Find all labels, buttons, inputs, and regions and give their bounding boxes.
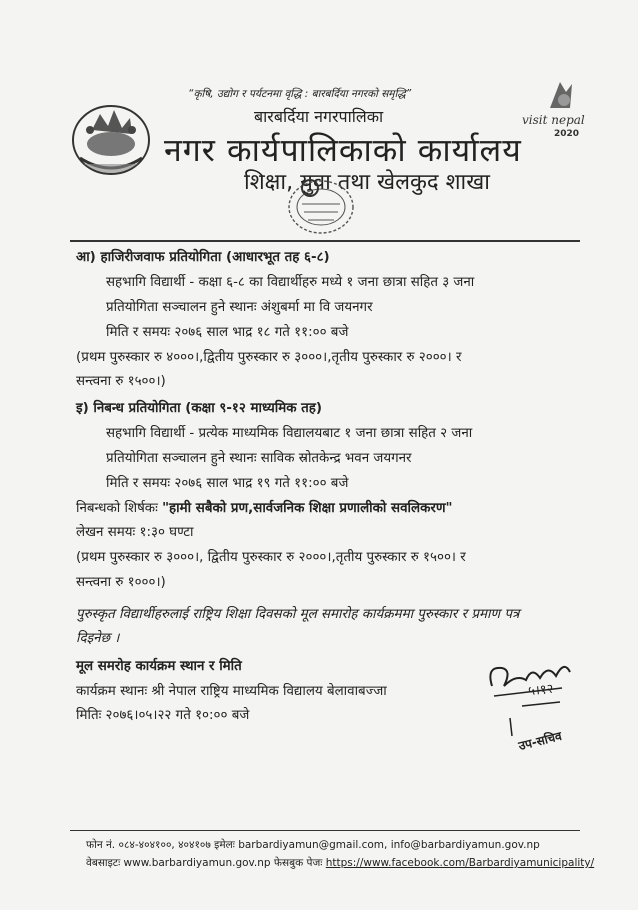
branch-title: शिक्षा, युवा तथा खेलकुद शाखा bbox=[244, 170, 490, 195]
footer-contact: फोन नं. ०८४-४०४१००, ४०४१०७ इमेलः barbardiyamun@gmail.com, info@barbardiyamun.gov.np bbox=[86, 839, 540, 851]
award-note: पुरुस्कृत विद्यार्थीहरुलाई राष्ट्रिय शिक्षा दिवसको मूल समारोह कार्यक्रममा पुरुस्कार र प्रमाण पत्र bbox=[76, 607, 520, 622]
section-b-venue: प्रतियोगिता सञ्चालन हुने स्थानः साविक स्रोतकेन्द्र भवन जयगनर bbox=[106, 451, 412, 466]
footer-divider bbox=[70, 830, 580, 831]
award-note-cont: दिइनेछ । bbox=[76, 631, 120, 646]
nepal-emblem bbox=[70, 100, 152, 178]
motto: “कृषि, उद्योग र पर्यटनमा वृद्धि : बारबर्दिया नगरको समृद्धि” bbox=[188, 88, 412, 100]
visit-nepal-logo bbox=[520, 78, 592, 140]
section-b-datetime: मिति र समयः २०७६ साल भाद्र १९ गते ११:०० बजे bbox=[106, 476, 349, 491]
section-a-participants: सहभागि विद्यार्थी - कक्षा ६-८ का विद्यार्थीहरु मध्ये १ जना छात्रा सहित ३ जना bbox=[106, 275, 475, 290]
signature-date: ५।१२ bbox=[527, 681, 555, 700]
essay-topic-label: निबन्धको शिर्षकः bbox=[76, 501, 158, 516]
office-title: नगर कार्यपालिकाको कार्यालय bbox=[164, 131, 522, 169]
visit-nepal-text: visit nepal bbox=[522, 113, 585, 127]
footer-website: वेबसाइटः www.barbardiyamun.gov.np फेसबुक पेजः bbox=[86, 857, 323, 869]
section-a-prizes: (प्रथम पुरुस्कार रु ४०००।,द्वितीय पुरुस्कार रु ३०००।,तृतीय पुरुस्कार रु २०००। र bbox=[76, 350, 462, 365]
municipality-name: बारबर्दिया नगरपालिका bbox=[254, 107, 384, 126]
office-stamp bbox=[286, 178, 356, 236]
ceremony-heading: मूल समरोह कार्यक्रम स्थान र मिति bbox=[76, 659, 242, 674]
header-divider bbox=[70, 240, 580, 242]
section-a-venue: प्रतियोगिता सञ्चालन हुने स्थानः अंशुबर्मा मा वि जयनगर bbox=[106, 300, 373, 315]
section-a-prizes-cont: सन्त्वना रु १५००।) bbox=[76, 374, 166, 389]
section-a-heading: आ) हाजिरीजवाफ प्रतियोगिता (आधारभूत तह ६-८) bbox=[76, 250, 330, 265]
footer-web bbox=[86, 856, 594, 870]
essay-duration: लेखन समयः १:३० घण्टा bbox=[76, 525, 194, 540]
section-b-prizes-cont: सन्त्वना रु १०००।) bbox=[76, 575, 166, 590]
facebook-link[interactable]: https://www.facebook.com/Barbardiyamunicipality/ bbox=[325, 857, 595, 869]
ceremony-venue: कार्यक्रम स्थानः श्री नेपाल राष्ट्रिय माध्यमिक विद्यालय बेलावाबज्जा bbox=[76, 684, 387, 699]
essay-topic bbox=[76, 498, 453, 516]
essay-topic-text: "हामी सबैको प्रण,सार्वजनिक शिक्षा प्रणालीको सवलिकरण" bbox=[162, 501, 453, 516]
section-b-prizes: (प्रथम पुरुस्कार रु ३०००।, द्वितीय पुरुस्कार रु २०००।,तृतीय पुरुस्कार रु १५००। र bbox=[76, 550, 466, 565]
signatory-title: उप-सचिव bbox=[517, 728, 564, 754]
section-b-participants: सहभागि विद्यार्थी - प्रत्येक माध्यमिक विद्यालयबाट १ जना छात्रा सहित २ जना bbox=[106, 426, 473, 441]
visit-nepal-year: 2020 bbox=[554, 129, 580, 139]
section-a-datetime: मिति र समयः २०७६ साल भाद्र १८ गते ११:०० बजे bbox=[106, 325, 349, 340]
section-b-heading: इ) निबन्ध प्रतियोगिता (कक्षा ९-१२ माध्यमिक तह) bbox=[76, 401, 323, 416]
ceremony-date: मितिः २०७६।०५।२२ गते १०:०० बजे bbox=[76, 708, 250, 723]
